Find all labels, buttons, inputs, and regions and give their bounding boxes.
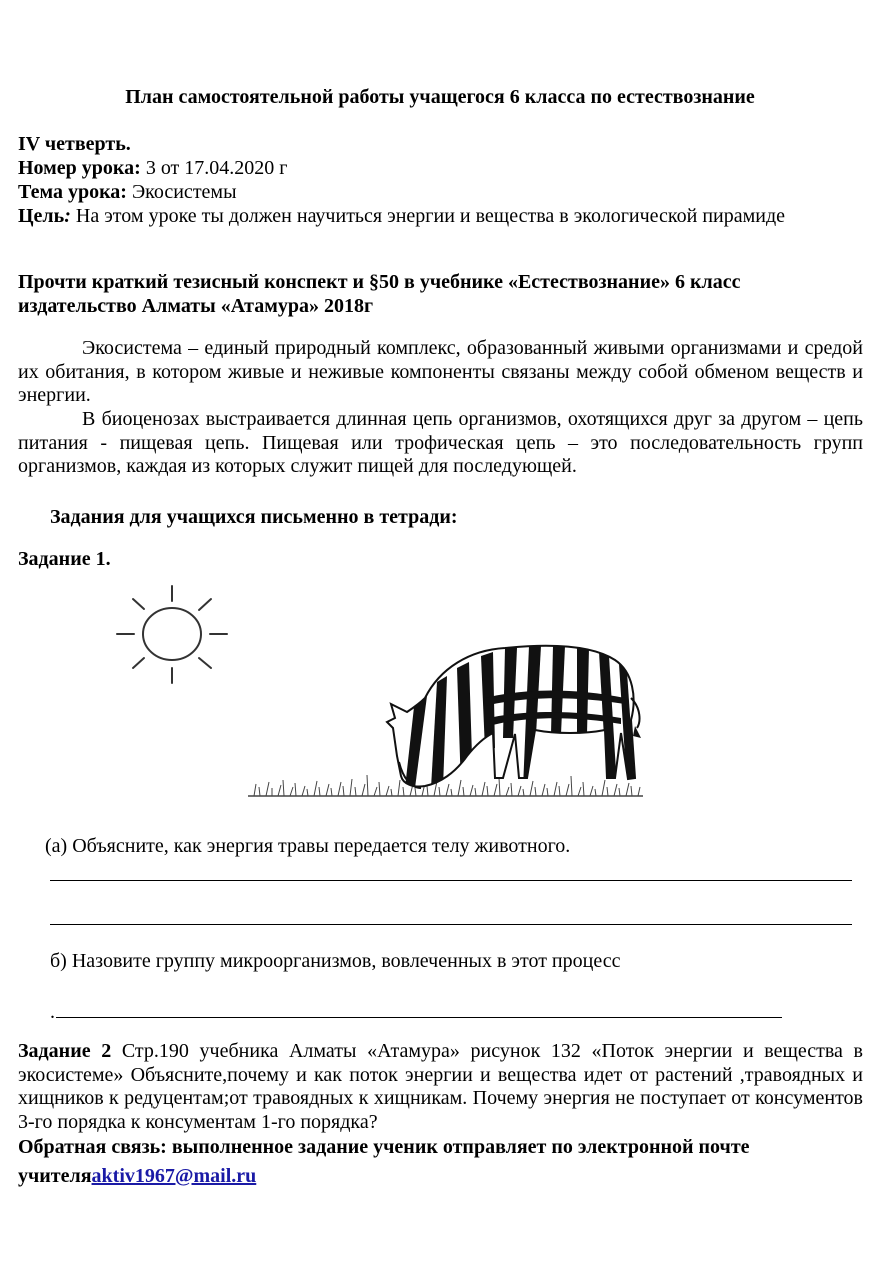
sun-illustration (112, 582, 232, 692)
lesson-goal-value: На этом уроке ты должен научиться энергии и вещества в экологической пирамиде (70, 205, 786, 227)
teacher-email-link[interactable]: aktiv1967@mail.ru (91, 1165, 257, 1187)
paragraph-ecosystem: Экосистема – единый природный комплекс, образованный живыми организмами и средой их обитания, в котором живые и неживые компоненты связаны между собой обменом веществ и энергии. (18, 337, 863, 406)
zebra-illustration (385, 638, 645, 798)
lesson-topic-label: Тема урока: (18, 181, 127, 203)
answer-line-3-dot: . (50, 1001, 55, 1023)
lesson-topic-row (18, 180, 237, 204)
feedback-line2 (18, 1164, 256, 1188)
paragraph-food-chain: В биоценозах выстраивается длинная цепь организмов, охотящихся друг за другом – цепь питания - пищевая цепь. Пищевая или трофическая цепь – это последовательность групп организмов, каждая из которых служит пищей для последующей. (18, 408, 863, 477)
page-title: План самостоятельной работы учащегося 6 класса по естествознание (125, 86, 755, 108)
lesson-goal-label: Цель (18, 205, 65, 227)
task1-question-a: (а) Объясните, как энергия травы передается телу животного. (45, 835, 571, 857)
task2-heading: Задание 2 (18, 1040, 112, 1062)
answer-line-2[interactable] (50, 924, 852, 925)
task1-heading: Задание 1. (18, 548, 111, 570)
task2-paragraph (18, 1040, 863, 1134)
answer-line-3[interactable] (56, 1017, 782, 1018)
quarter-label: IV четверть. (18, 133, 131, 155)
reading-instruction-line1: Прочти краткий тезисный конспект и §50 в учебнике «Естествознание» 6 класс (18, 271, 741, 293)
lesson-number-value: 3 от 17.04.2020 г (140, 157, 288, 179)
lesson-goal-colon: : (64, 205, 71, 227)
task1-question-b: б) Назовите группу микроорганизмов, вовлеченных в этот процесс (50, 950, 621, 972)
lesson-topic-value: Экосистемы (126, 181, 237, 203)
feedback-line1: Обратная связь: выполненное задание ученик отправляет по электронной почте (18, 1136, 750, 1158)
task2-text: Стр.190 учебника Алматы «Атамура» рисунок 132 «Поток энергии и вещества в экосистеме» Объясните,почему и как поток энергии и вещества идет от растений ,травоядных и хищников к редуцентам;от травоядных к хищникам. Почему энергия не поступает от консументов 3-го порядка к консументам 1-го порядка? (18, 1040, 863, 1133)
answer-line-1[interactable] (50, 880, 852, 881)
lesson-number-row (18, 156, 288, 180)
lesson-goal-row (18, 204, 785, 228)
tasks-heading: Задания для учащихся письменно в тетради: (50, 506, 458, 528)
reading-instruction-line2: издательство Алматы «Атамура» 2018г (18, 295, 374, 317)
lesson-number-label: Номер урока: (18, 157, 141, 179)
feedback-prefix: учителя (18, 1165, 92, 1187)
